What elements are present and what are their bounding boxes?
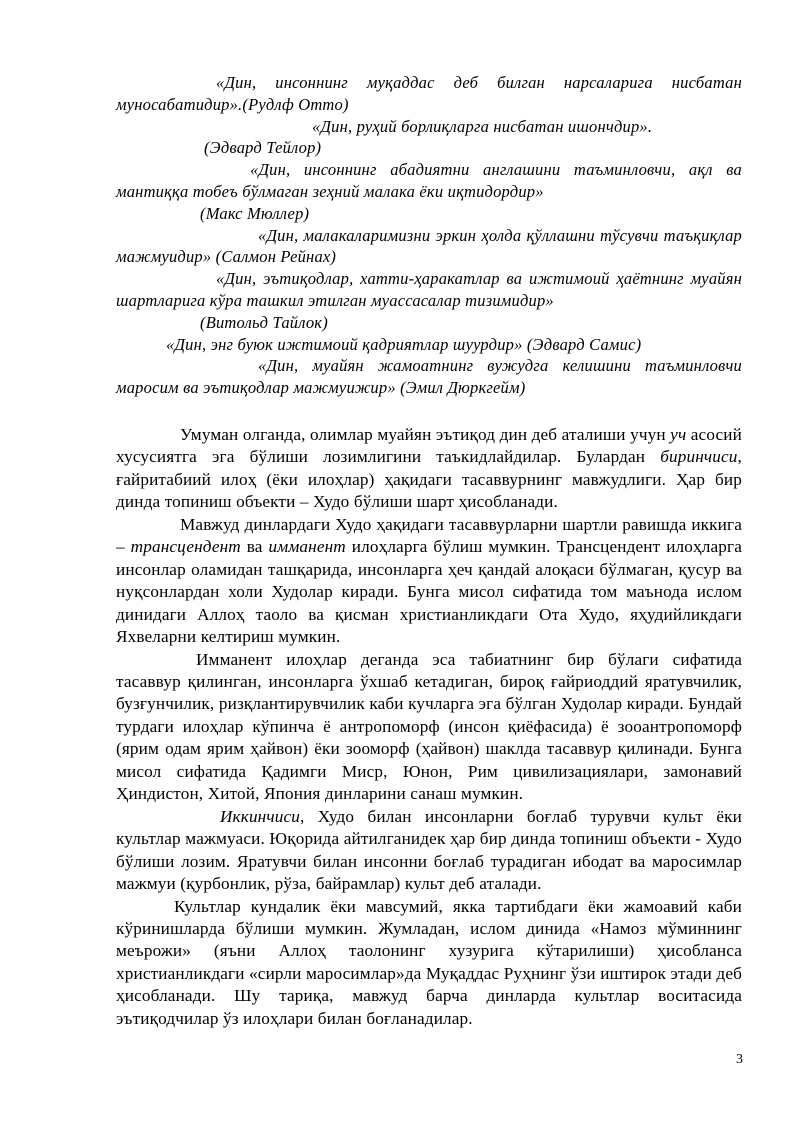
quote-text: «Дин, энг буюк ижтимоий қадриятлар шуурдир» xyxy=(166,334,523,354)
quote-source: (Эдвард Самис) xyxy=(526,334,642,354)
quote-durkheim xyxy=(116,355,742,399)
main-text xyxy=(116,424,742,1030)
text-run: , ғайритабиий илоҳ (ёки илоҳлар) ҳақидаги тасаввурнинг мавжудлиги. Ҳар бир динда топиниш объекти – Худо бўлиши шарт ҳисобланади. xyxy=(116,447,742,512)
page-number: 3 xyxy=(736,1052,743,1067)
quote-text: «Дин, руҳий борлиқларга нисбатан ишончдир». xyxy=(312,116,653,136)
paragraph-three-features xyxy=(116,424,742,514)
quote-source: (Рудлф Отто) xyxy=(242,94,349,114)
emphasis: биринчиси xyxy=(660,447,738,467)
paragraph-second-feature xyxy=(116,806,742,896)
text-run: Мавжуд динлардаги Худо ҳақидаги тасаввурларни шартли равишда иккига – xyxy=(116,514,742,557)
quote-source: (Эдвард Тейлор) xyxy=(204,138,322,158)
quote-tylor xyxy=(116,116,742,160)
emphasis: Иккинчиси xyxy=(220,806,300,826)
paragraph-transcendent xyxy=(116,514,742,649)
quote-source: (Эмил Дюркгейм) xyxy=(400,378,526,398)
definitions-block xyxy=(116,72,742,399)
text-run: ва xyxy=(240,537,269,557)
quote-samis xyxy=(116,334,742,356)
text-run: Умуман олганда, олимлар муайян эътиқод дин деб аталиши учун xyxy=(180,425,671,444)
quote-source: (Витольд Тайлок) xyxy=(200,312,328,332)
quote-source: (Салмон Рейнах) xyxy=(215,247,337,267)
emphasis: трансцендент xyxy=(130,537,241,557)
emphasis: уч xyxy=(670,425,687,444)
paragraph-immanent: Имманент илоҳлар деганда эса табиатнинг бир бўлаги сифатида тасаввур қилинган, инсонларга ўхшаб кетадиган, бироқ ғайриоддий яратувчилик, бузғунчилик, ризқлантирувчилик каби кучларга эга бўлган Худолар киради. Бундай турдаги илоҳлар кўпинча ё антропоморф (инсон қиёфасида) ё зооантропоморф (ярим одам ярим ҳайвон) ёки зооморф (ҳайвон) шаклда тасаввур қилинади. Бунга мисол сифатида Қадимги Миср, Юнон, Рим цивилизациялари, замонавий Ҳиндистон, Хитой, Япония динларини санаш мумкин. xyxy=(116,649,742,804)
emphasis: имманент xyxy=(268,537,346,557)
paragraph-cults: Культлар кундалик ёки мавсумий, якка тартибдаги ёки жамоавий каби кўринишларда бўлиши мумкин. Жумладан, ислом динида «Намоз мўминнинг меърожи» (яъни Аллоҳ таолонинг хузурига кўтарилиши) ҳисобланса христианликдаги «сирли маросимлар»да Муқаддас Руҳнинг ўзи иштирок этади деб ҳисобланади. Шу тариқа, мавжуд барча динларда культлар воситасида эътиқодчилар ўз илоҳлари билан боғланадилар. xyxy=(116,896,742,1028)
quote-text: «Дин, малакаларимизни эркин ҳолда қўллашни тўсувчи таъқиқлар мажмуидир» xyxy=(116,225,742,267)
quote-text: «Дин, эътиқодлар, хатти-ҳаракатлар ва ижтимоий ҳаётнинг муайян шартларига кўра ташкил этилган муассасалар тизимидир» xyxy=(116,269,742,310)
text-run: асосий хусусиятга эга бўлиши лозимлигини таъкидлайдилар. Булардан xyxy=(116,425,742,467)
quote-text: «Дин, инсоннинг абадиятни англашини таъминловчи, ақл ва мантиққа тобеъ бўлмаган зеҳний малака ёки иқтидордир» xyxy=(116,160,742,201)
quote-reinach xyxy=(116,225,742,269)
text-run: , Худо билан инсонларни боғлаб турувчи культ ёки культлар мажмуаси. Юқорида айтилганидек ҳар бир динда топиниш объекти - Худо бўлиши лозим. Яратувчи билан инсонни боғлаб турадиган ибодат ва маросимлар мажмуи (қурбонлик, рўза, байрамлар) культ деб аталади. xyxy=(116,806,742,894)
text-run: илоҳларга бўлиш мумкин. Трансцендент илоҳларга инсонлар оламидан ташқарида, инсонларга ҳеч қандай алоқаси бўлмаган, қусур ва нуқсонлардан холи Худолар киради. Бунга мисол сифатида том маънода ислом динидаги Аллоҳ таоло ва қисман христианликдаги Ота Худо, яҳудийликдаги Яхвеларни келтириш мумкин. xyxy=(116,537,742,647)
quote-text: «Дин, инсоннинг муқаддас деб билган нарсаларига нисбатан муносабатидир». xyxy=(116,73,742,114)
quote-otto xyxy=(116,72,742,116)
quote-muller xyxy=(116,159,742,224)
quote-source: (Макс Мюллер) xyxy=(200,203,310,223)
quote-text: «Дин, муайян жамоатнинг вужудга келишини таъминловчи маросим ва эътиқодлар мажмуижир» xyxy=(116,356,742,398)
quote-tailok xyxy=(116,268,742,333)
